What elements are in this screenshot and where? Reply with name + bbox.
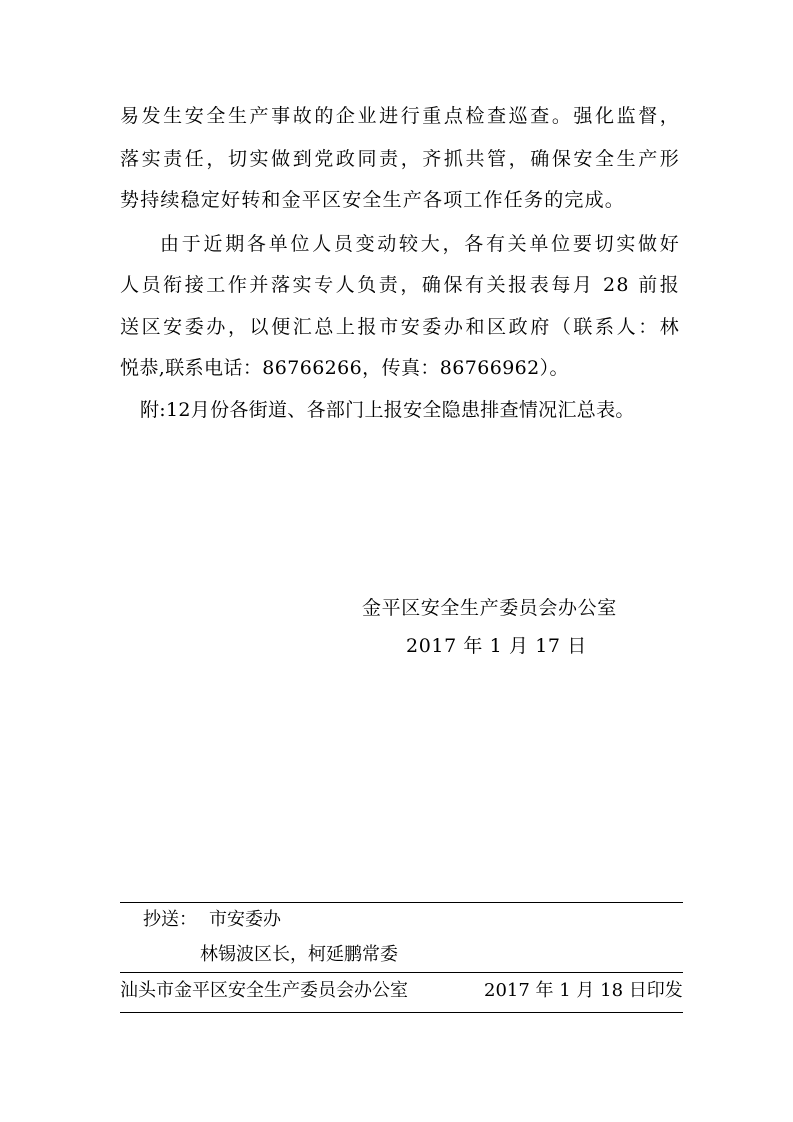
signature-organization: 金平区安全生产委员会办公室 [362, 597, 617, 619]
cc-recipient-1: 市安委办 [209, 909, 281, 930]
cc-label: 抄送： [143, 909, 197, 930]
paragraph-2-line-1: 由于近期各单位人员变动较大，各有关单位要切实做好 [160, 233, 680, 255]
paragraph-1-line-3: 势持续稳定好转和金平区安全生产各项工作任务的完成。 [120, 189, 626, 211]
paragraph-2-line-2: 人员衔接工作并落实专人负责，确保有关报表每月 28 前报 [120, 274, 680, 296]
paragraph-2-line-4: 悦恭,联系电话：86766266，传真：86766962）。 [120, 357, 569, 379]
footer-middle-rule [120, 972, 683, 973]
issue-date: 2017 年 1 月 18 日印发 [484, 980, 683, 1001]
paragraph-2-line-3: 送区安委办，以便汇总上报市安委办和区政府（联系人：林 [120, 316, 680, 338]
paragraph-1-line-1: 易发生安全生产事故的企业进行重点检查巡查。强化监督， [120, 105, 680, 127]
attachment-line: 附:12月份各街道、各部门上报安全隐患排查情况汇总表。 [140, 399, 635, 421]
signature-date: 2017 年 1 月 17 日 [406, 635, 587, 657]
issuer-organization: 汕头市金平区安全生产委员会办公室 [120, 980, 408, 1001]
footer-bottom-rule [120, 1012, 683, 1013]
footer-top-rule [120, 902, 683, 903]
cc-recipient-2: 林锡波区长，柯延鹏常委 [200, 944, 398, 965]
paragraph-1-line-2: 落实责任，切实做到党政同责，齐抓共管，确保安全生产形 [120, 148, 680, 170]
